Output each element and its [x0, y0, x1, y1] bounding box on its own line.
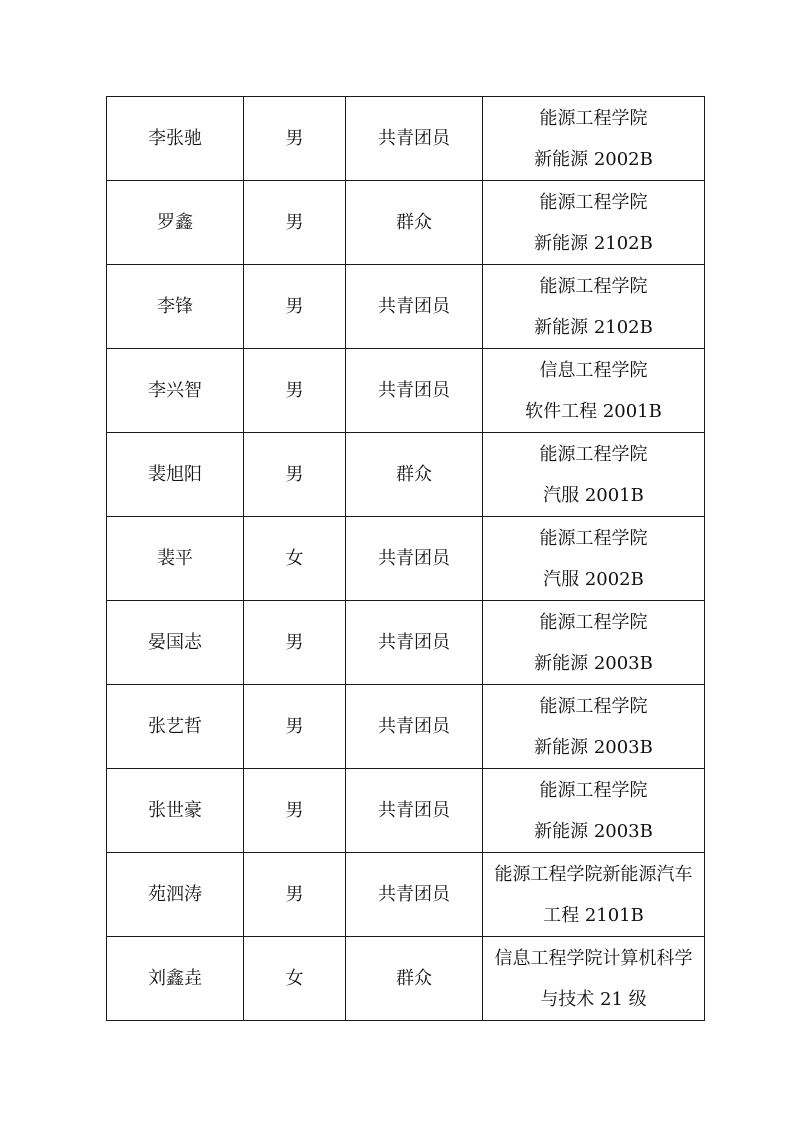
unit-line-2: 新能源 2003B: [534, 736, 653, 758]
name-cell: 李张驰: [107, 97, 244, 181]
name-cell: 晏国志: [107, 601, 244, 685]
name-cell: 苑泗涛: [107, 853, 244, 937]
political-status-cell: 群众: [346, 181, 483, 265]
name-cell: 罗鑫: [107, 181, 244, 265]
unit-cell: [483, 937, 705, 1021]
unit-line-2: 工程 2101B: [543, 904, 644, 926]
member-table: [106, 96, 705, 1021]
table-row: [107, 97, 705, 181]
unit-line-1: 信息工程学院: [539, 359, 648, 381]
unit-line-1: 能源工程学院: [539, 695, 648, 717]
name-cell: 张世豪: [107, 769, 244, 853]
unit-cell: [483, 433, 705, 517]
unit-line-2: 软件工程 2001B: [525, 400, 662, 422]
unit-line-1: 能源工程学院: [539, 527, 648, 549]
unit-line-2: 新能源 2102B: [534, 232, 653, 254]
unit-line-2: 与技术 21 级: [540, 988, 647, 1010]
table-row: [107, 769, 705, 853]
table-row: [107, 937, 705, 1021]
unit-line-2: 新能源 2102B: [534, 316, 653, 338]
political-status-cell: 共青团员: [346, 349, 483, 433]
gender-cell: 男: [244, 265, 346, 349]
unit-cell: [483, 181, 705, 265]
gender-cell: 男: [244, 685, 346, 769]
political-status-cell: 共青团员: [346, 685, 483, 769]
gender-cell: 男: [244, 349, 346, 433]
gender-cell: 男: [244, 601, 346, 685]
unit-line-1: 能源工程学院: [539, 443, 648, 465]
gender-cell: 男: [244, 181, 346, 265]
political-status-cell: 群众: [346, 937, 483, 1021]
unit-line-1: 信息工程学院计算机科学: [494, 947, 693, 969]
unit-line-2: 新能源 2002B: [534, 148, 653, 170]
political-status-cell: 共青团员: [346, 601, 483, 685]
unit-cell: [483, 349, 705, 433]
unit-line-2: 汽服 2002B: [543, 568, 644, 590]
unit-line-1: 能源工程学院: [539, 107, 648, 129]
political-status-cell: 共青团员: [346, 517, 483, 601]
unit-line-1: 能源工程学院: [539, 191, 648, 213]
political-status-cell: 共青团员: [346, 97, 483, 181]
unit-cell: [483, 601, 705, 685]
name-cell: 裴旭阳: [107, 433, 244, 517]
unit-line-1: 能源工程学院: [539, 779, 648, 801]
gender-cell: 男: [244, 433, 346, 517]
gender-cell: 女: [244, 517, 346, 601]
political-status-cell: 共青团员: [346, 769, 483, 853]
gender-cell: 女: [244, 937, 346, 1021]
table-row: [107, 265, 705, 349]
unit-cell: [483, 265, 705, 349]
unit-line-1: 能源工程学院新能源汽车: [494, 863, 693, 885]
table-row: [107, 517, 705, 601]
unit-line-2: 汽服 2001B: [543, 484, 644, 506]
name-cell: 李兴智: [107, 349, 244, 433]
table-row: [107, 349, 705, 433]
political-status-cell: 共青团员: [346, 853, 483, 937]
table-row: [107, 433, 705, 517]
gender-cell: 男: [244, 97, 346, 181]
unit-cell: [483, 685, 705, 769]
unit-cell: [483, 97, 705, 181]
unit-line-1: 能源工程学院: [539, 611, 648, 633]
table-row: [107, 853, 705, 937]
name-cell: 裴平: [107, 517, 244, 601]
table-row: [107, 685, 705, 769]
unit-cell: [483, 853, 705, 937]
political-status-cell: 群众: [346, 433, 483, 517]
table-row: [107, 601, 705, 685]
gender-cell: 男: [244, 853, 346, 937]
unit-line-2: 新能源 2003B: [534, 652, 653, 674]
gender-cell: 男: [244, 769, 346, 853]
name-cell: 张艺哲: [107, 685, 244, 769]
unit-line-2: 新能源 2003B: [534, 820, 653, 842]
unit-cell: [483, 769, 705, 853]
unit-line-1: 能源工程学院: [539, 275, 648, 297]
unit-cell: [483, 517, 705, 601]
name-cell: 李锋: [107, 265, 244, 349]
table-row: [107, 181, 705, 265]
political-status-cell: 共青团员: [346, 265, 483, 349]
name-cell: 刘鑫垚: [107, 937, 244, 1021]
